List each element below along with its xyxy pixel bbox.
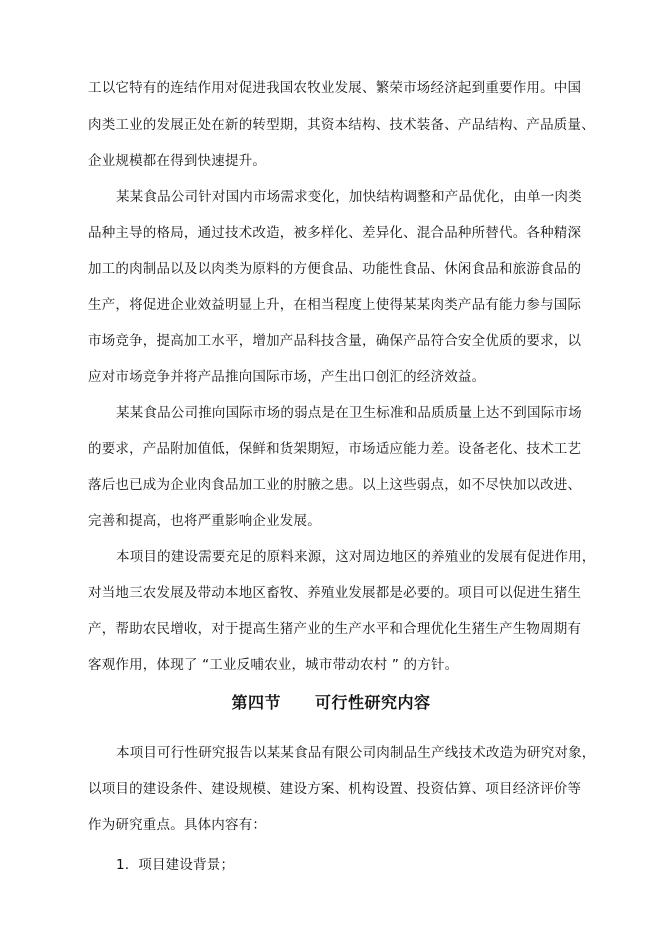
paragraph-2-line-3: 加工的肉制品以及以肉类为原料的方便食品、功能性食品、休闲食品和旅游食品的 <box>88 261 582 277</box>
paragraph-1-line-2: 肉类工业的发展正处在新的转型期，其资本结构、技术装备、产品结构、产品质量、 <box>88 117 595 133</box>
section-number: 第四节 <box>231 693 281 712</box>
paragraph-2-line-2: 品种主导的格局，通过技术改造，被多样化、差异化、混合品种所替代。各种精深 <box>88 225 582 241</box>
list-item-number: 1. <box>116 857 130 873</box>
paragraph-2-line-4: 生产，将促进企业效益明显上升，在相当程度上使得某某肉类产品有能力参与国际 <box>88 297 582 313</box>
paragraph-3-line-1: 某某食品公司推向国际市场的弱点是在卫生标准和品质质量上达不到国际市场 <box>116 405 582 421</box>
paragraph-4-line-4: 客观作用，体现了 “工业反哺农业，城市带动农村 ” 的方针。 <box>88 657 459 673</box>
paragraph-3-line-3: 落后也已成为企业肉食品加工业的肘腋之患。以上这些弱点，如不尽快加以改进、 <box>88 477 582 493</box>
intro-line-3: 作为研究重点。具体内容有： <box>88 817 267 833</box>
section-title: 可行性研究内容 <box>315 693 431 712</box>
paragraph-3-line-4: 完善和提高，也将严重影响企业发展。 <box>88 513 321 529</box>
paragraph-3-line-2: 的要求，产品附加值低，保鲜和货架期短，市场适应能力差。设备老化、技术工艺 <box>88 441 582 457</box>
paragraph-4-line-1: 本项目的建设需要充足的原料来源，这对周边地区的养殖业的发展有促进作用， <box>116 549 596 565</box>
intro-line-2: 以项目的建设条件、建设规模、建设方案、机构设置、投资估算、项目经济评价等 <box>88 781 582 797</box>
paragraph-4-line-3: 产，帮助农民增收，对于提高生猪产业的生产水平和合理优化生猪生产生物周期有 <box>88 621 582 637</box>
intro-line-1: 本项目可行性研究报告以某某食品有限公司肉制品生产线技术改造为研究对象， <box>116 745 596 761</box>
paragraph-2-line-5: 市场竞争，提高加工水平，增加产品科技含量，确保产品符合安全优质的要求，以 <box>88 333 582 349</box>
section-heading <box>0 691 662 715</box>
list-item <box>116 855 578 875</box>
paragraph-4-line-2: 对当地三农发展及带动本地区畜牧、养殖业发展都是必要的。项目可以促进生猪生 <box>88 585 582 601</box>
paragraph-2-line-6: 应对市场竞争并将产品推向国际市场，产生出口创汇的经济效益。 <box>88 369 486 385</box>
list-item-text: 项目建设背景； <box>138 857 235 873</box>
paragraph-1-line-3: 企业规模都在得到快速提升。 <box>88 153 267 169</box>
paragraph-2-line-1: 某某食品公司针对国内市场需求变化，加快结构调整和产品优化，由单一肉类 <box>116 189 582 205</box>
paragraph-1-line-1: 工以它特有的连结作用对促进我国农牧业发展、繁荣市场经济起到重要作用。中国 <box>88 80 582 96</box>
